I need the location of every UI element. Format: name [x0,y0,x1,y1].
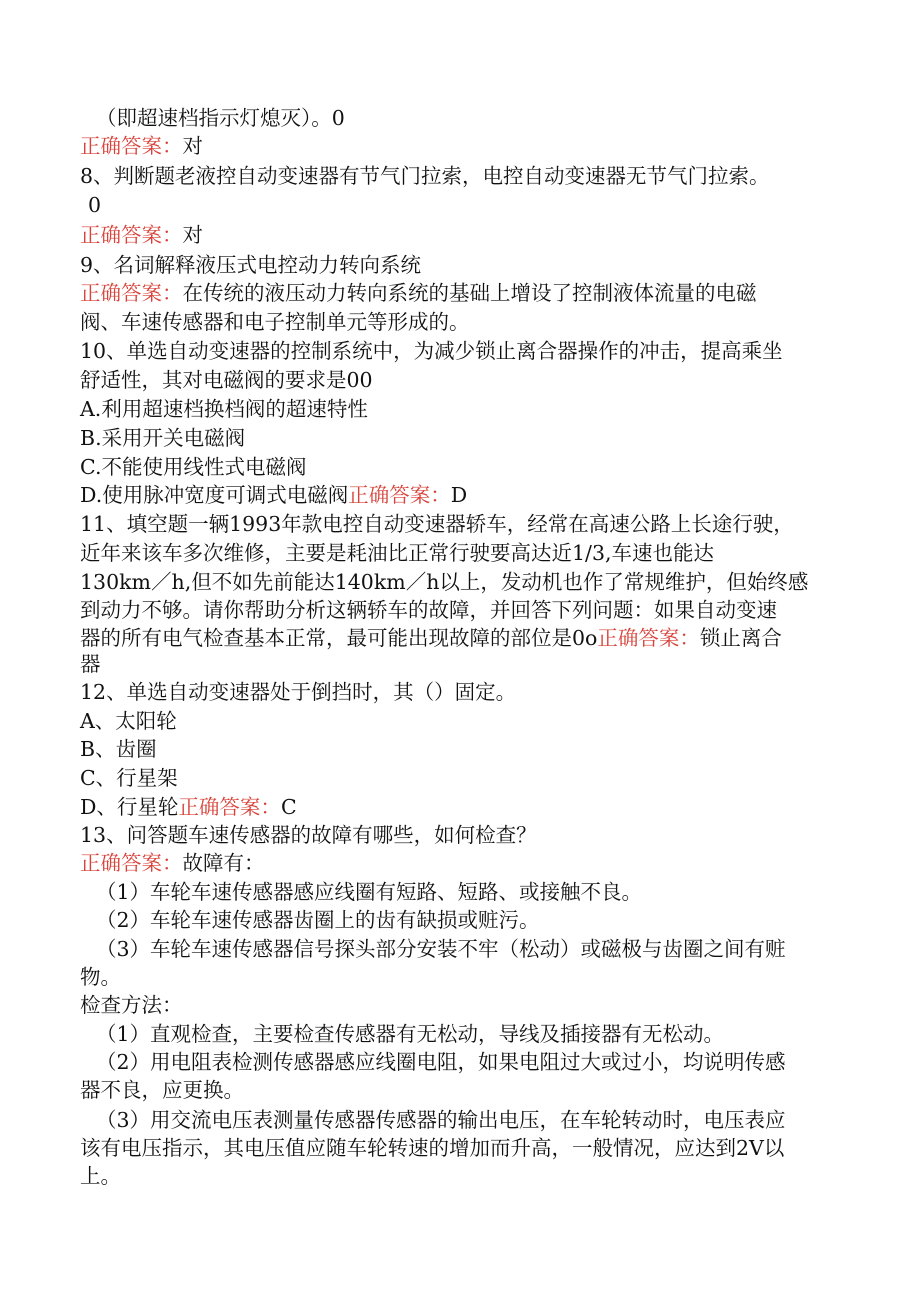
line-text: 12、单选自动变速器处于倒挡时，其（）固定。 [80,680,517,704]
option-b [80,424,245,452]
line-text: 舒适性，其对电磁阀的要求是00 [80,368,373,392]
text-line [80,568,808,596]
line-text: 上。 [80,1164,121,1188]
text-line [96,906,540,934]
answer-text: 锁止离合 [699,626,782,650]
line-text: 检查方法： [80,993,183,1017]
answer-label: 正确答案： [597,626,700,650]
text-line [80,596,777,624]
line-text: 器不良，应更换。 [80,1078,244,1102]
answer-line [80,279,757,307]
text-line [96,1106,786,1134]
option-c [80,764,178,792]
text-line [80,308,470,336]
text-line [96,104,345,132]
text-line [96,935,786,963]
line-text: 13、问答题车速传感器的故障有哪些，如何检查？ [80,823,537,847]
line-text: 8、判断题老液控自动变速器有节气门拉索，电控自动变速器无节气门拉索。 [80,164,770,188]
option-c [80,453,306,481]
answer-label: 正确答案： [80,223,183,247]
answer-text: D [450,483,468,507]
line-text: （2）车轮车速传感器齿圈上的齿有缺损或赃污。 [96,908,540,932]
option-b [80,735,157,763]
option-a [80,707,177,735]
line-text: 130km／h,但不如先前能达140km／h以上，发动机也作了常规维护，但始终感 [80,570,809,594]
answer-text: 在传统的液压动力转向系统的基础上增设了控制液体流量的电磁 [182,281,757,305]
text-line [80,650,101,678]
line-text: 0 [88,193,102,217]
answer-text: 对 [182,223,203,247]
line-text: 11、填空题一辆1993年款电控自动变速器轿车，经常在高速公路上长途行驶， [80,512,794,536]
answer-text: 对 [182,134,203,158]
line-text: 到动力不够。请你帮助分析这辆轿车的故障，并回答下列问题：如果自动变速 [80,598,777,622]
line-text: 9、名词解释液压式电控动力转向系统 [80,253,422,277]
text-line [80,991,183,1019]
text-line [80,1076,244,1104]
line-text: 阀、车速传感器和电子控制单元等形成的。 [80,310,470,334]
line-text: D、行星轮 [80,795,179,819]
question-13 [80,821,537,849]
option-d [80,481,467,509]
text-line [96,878,642,906]
text-line [96,1048,786,1076]
line-text: 该有电压指示，其电压值应随车轮转速的增加而升高，一般情况，应达到2V以 [80,1136,785,1160]
line-text: （3）车轮车速传感器信号探头部分安装不牢（松动）或磁极与齿圈之间有赃 [96,937,786,961]
line-text: （即超速档指示灯熄灭）。0 [96,106,345,130]
answer-line [80,132,203,160]
line-text: （1）车轮车速传感器感应线圈有短路、短路、或接触不良。 [96,880,643,904]
answer-label: 正确答案： [348,483,451,507]
line-text: C、行星架 [80,766,178,790]
option-a [80,395,368,423]
text-line [80,1162,121,1190]
answer-line [80,221,203,249]
question-12 [80,678,516,706]
text-line [80,539,714,567]
line-text: 物。 [80,965,121,989]
question-10 [80,337,783,365]
line-text: （2）用电阻表检测传感器感应线圈电阻，如果电阻过大或过小，均说明传感 [96,1050,786,1074]
text-line [80,1134,784,1162]
line-text: C.不能使用线性式电磁阀 [80,455,307,479]
line-text: 10、单选自动变速器的控制系统中，为减少锁止离合器操作的冲击，提高乘坐 [80,339,783,363]
line-text: 器 [80,652,101,676]
answer-text: C [280,795,297,819]
question-9 [80,251,421,279]
line-text: B.采用开关电磁阀 [80,426,246,450]
text-line [80,963,121,991]
text-line [80,624,782,652]
question-11 [80,510,794,538]
line-text: B、齿圈 [80,737,157,761]
line-text: A、太阳轮 [80,709,177,733]
answer-label: 正确答案： [178,795,281,819]
answer-line [80,849,265,877]
option-d [80,793,297,821]
answer-text: 故障有： [182,851,265,875]
line-text: A.利用超速档换档阀的超速特性 [80,397,368,421]
answer-label: 正确答案： [80,851,183,875]
answer-label: 正确答案： [80,134,183,158]
text-line [80,366,373,394]
text-line [96,1020,724,1048]
line-text: D.使用脉冲宽度可调式电磁阀 [80,483,349,507]
question-8 [80,162,770,190]
line-text: （3）用交流电压表测量传感器传感器的输出电压，在车轮转动时，电压表应 [96,1108,786,1132]
line-text: 近年来该车多次维修，主要是耗油比正常行驶要高达近1/3,车速也能达 [80,541,715,565]
text-line [88,191,101,219]
line-text: 器的所有电气检查基本正常，最可能出现故障的部位是0o [80,626,598,650]
line-text: （1）直观检查，主要检查传感器有无松动，导线及插接器有无松动。 [96,1022,725,1046]
answer-label: 正确答案： [80,281,183,305]
